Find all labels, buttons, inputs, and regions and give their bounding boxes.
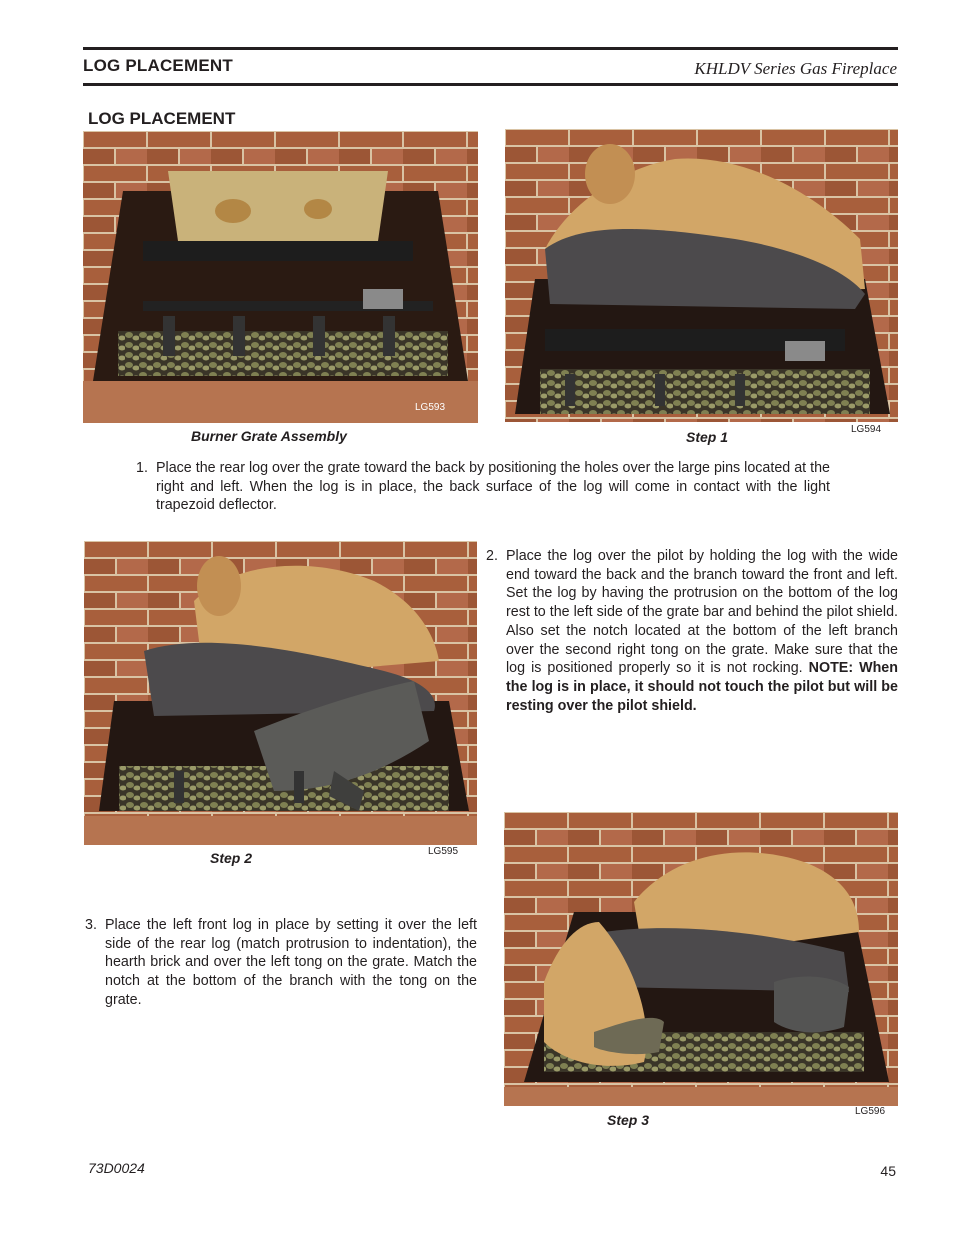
step-3-instruction <box>85 916 477 1011</box>
step-1-number: 1. <box>136 460 148 476</box>
step-3-text: Place the left front log in place by setting it over the left side of the rear log (match protrusion to indentation), the hearth brick and over the left tong on the grate. Match the notch at the bottom of the branch with the tong on the grate. <box>105 917 477 1008</box>
step-2-number: 2. <box>486 548 498 564</box>
step-2-text-block <box>506 547 898 715</box>
header-top-rule <box>83 47 898 50</box>
caption-burner-grate: Burner Grate Assembly <box>191 428 347 444</box>
figure-code-lg596: LG596 <box>855 1106 886 1117</box>
caption-step-3: Step 3 <box>607 1112 650 1128</box>
footer-page-number: 45 <box>880 1163 896 1179</box>
caption-step-1: Step 1 <box>686 429 729 445</box>
photo-step-2 <box>84 541 477 845</box>
step-2-instruction <box>486 547 898 717</box>
header-product-name: KHLDV Series Gas Fireplace <box>694 59 897 78</box>
step-2-text: Place the log over the pilot by holding the log with the wide end toward the back and the branch toward the front and left. Set the log by having the protrusion on the bottom of the log rest to the left side of the grate bar and behind the pilot shield. Also set the notch located at the bottom of the left branch over the second right tong on the grate. Make sure that the log is positioned properly so it is not rocking. <box>506 548 898 677</box>
header-section-title: LOG PLACEMENT <box>83 56 233 75</box>
figure-code-lg593: LG593 <box>415 402 446 413</box>
step-3-number: 3. <box>85 917 97 933</box>
photo-step-1 <box>505 129 898 422</box>
caption-step-2: Step 2 <box>210 850 253 866</box>
step-1-instruction <box>136 459 830 516</box>
section-title: LOG PLACEMENT <box>88 109 236 128</box>
step-2-note: NOTE: When the log is in place, it should not touch the pilot but will be resting over the pilot shield. <box>506 660 898 714</box>
header-bottom-rule <box>83 83 898 86</box>
photo-burner-grate <box>83 131 478 423</box>
step-1-text: Place the rear log over the grate toward the back by positioning the holes over the large pins located at the right and left. When the log is in place, the back surface of the log will come in contact with the light trapezoid deflector. <box>156 460 830 514</box>
figure-code-lg594: LG594 <box>851 424 882 435</box>
photo-step-3 <box>504 812 898 1106</box>
figure-code-lg595: LG595 <box>428 846 459 857</box>
footer-doc-number: 73D0024 <box>88 1160 145 1176</box>
